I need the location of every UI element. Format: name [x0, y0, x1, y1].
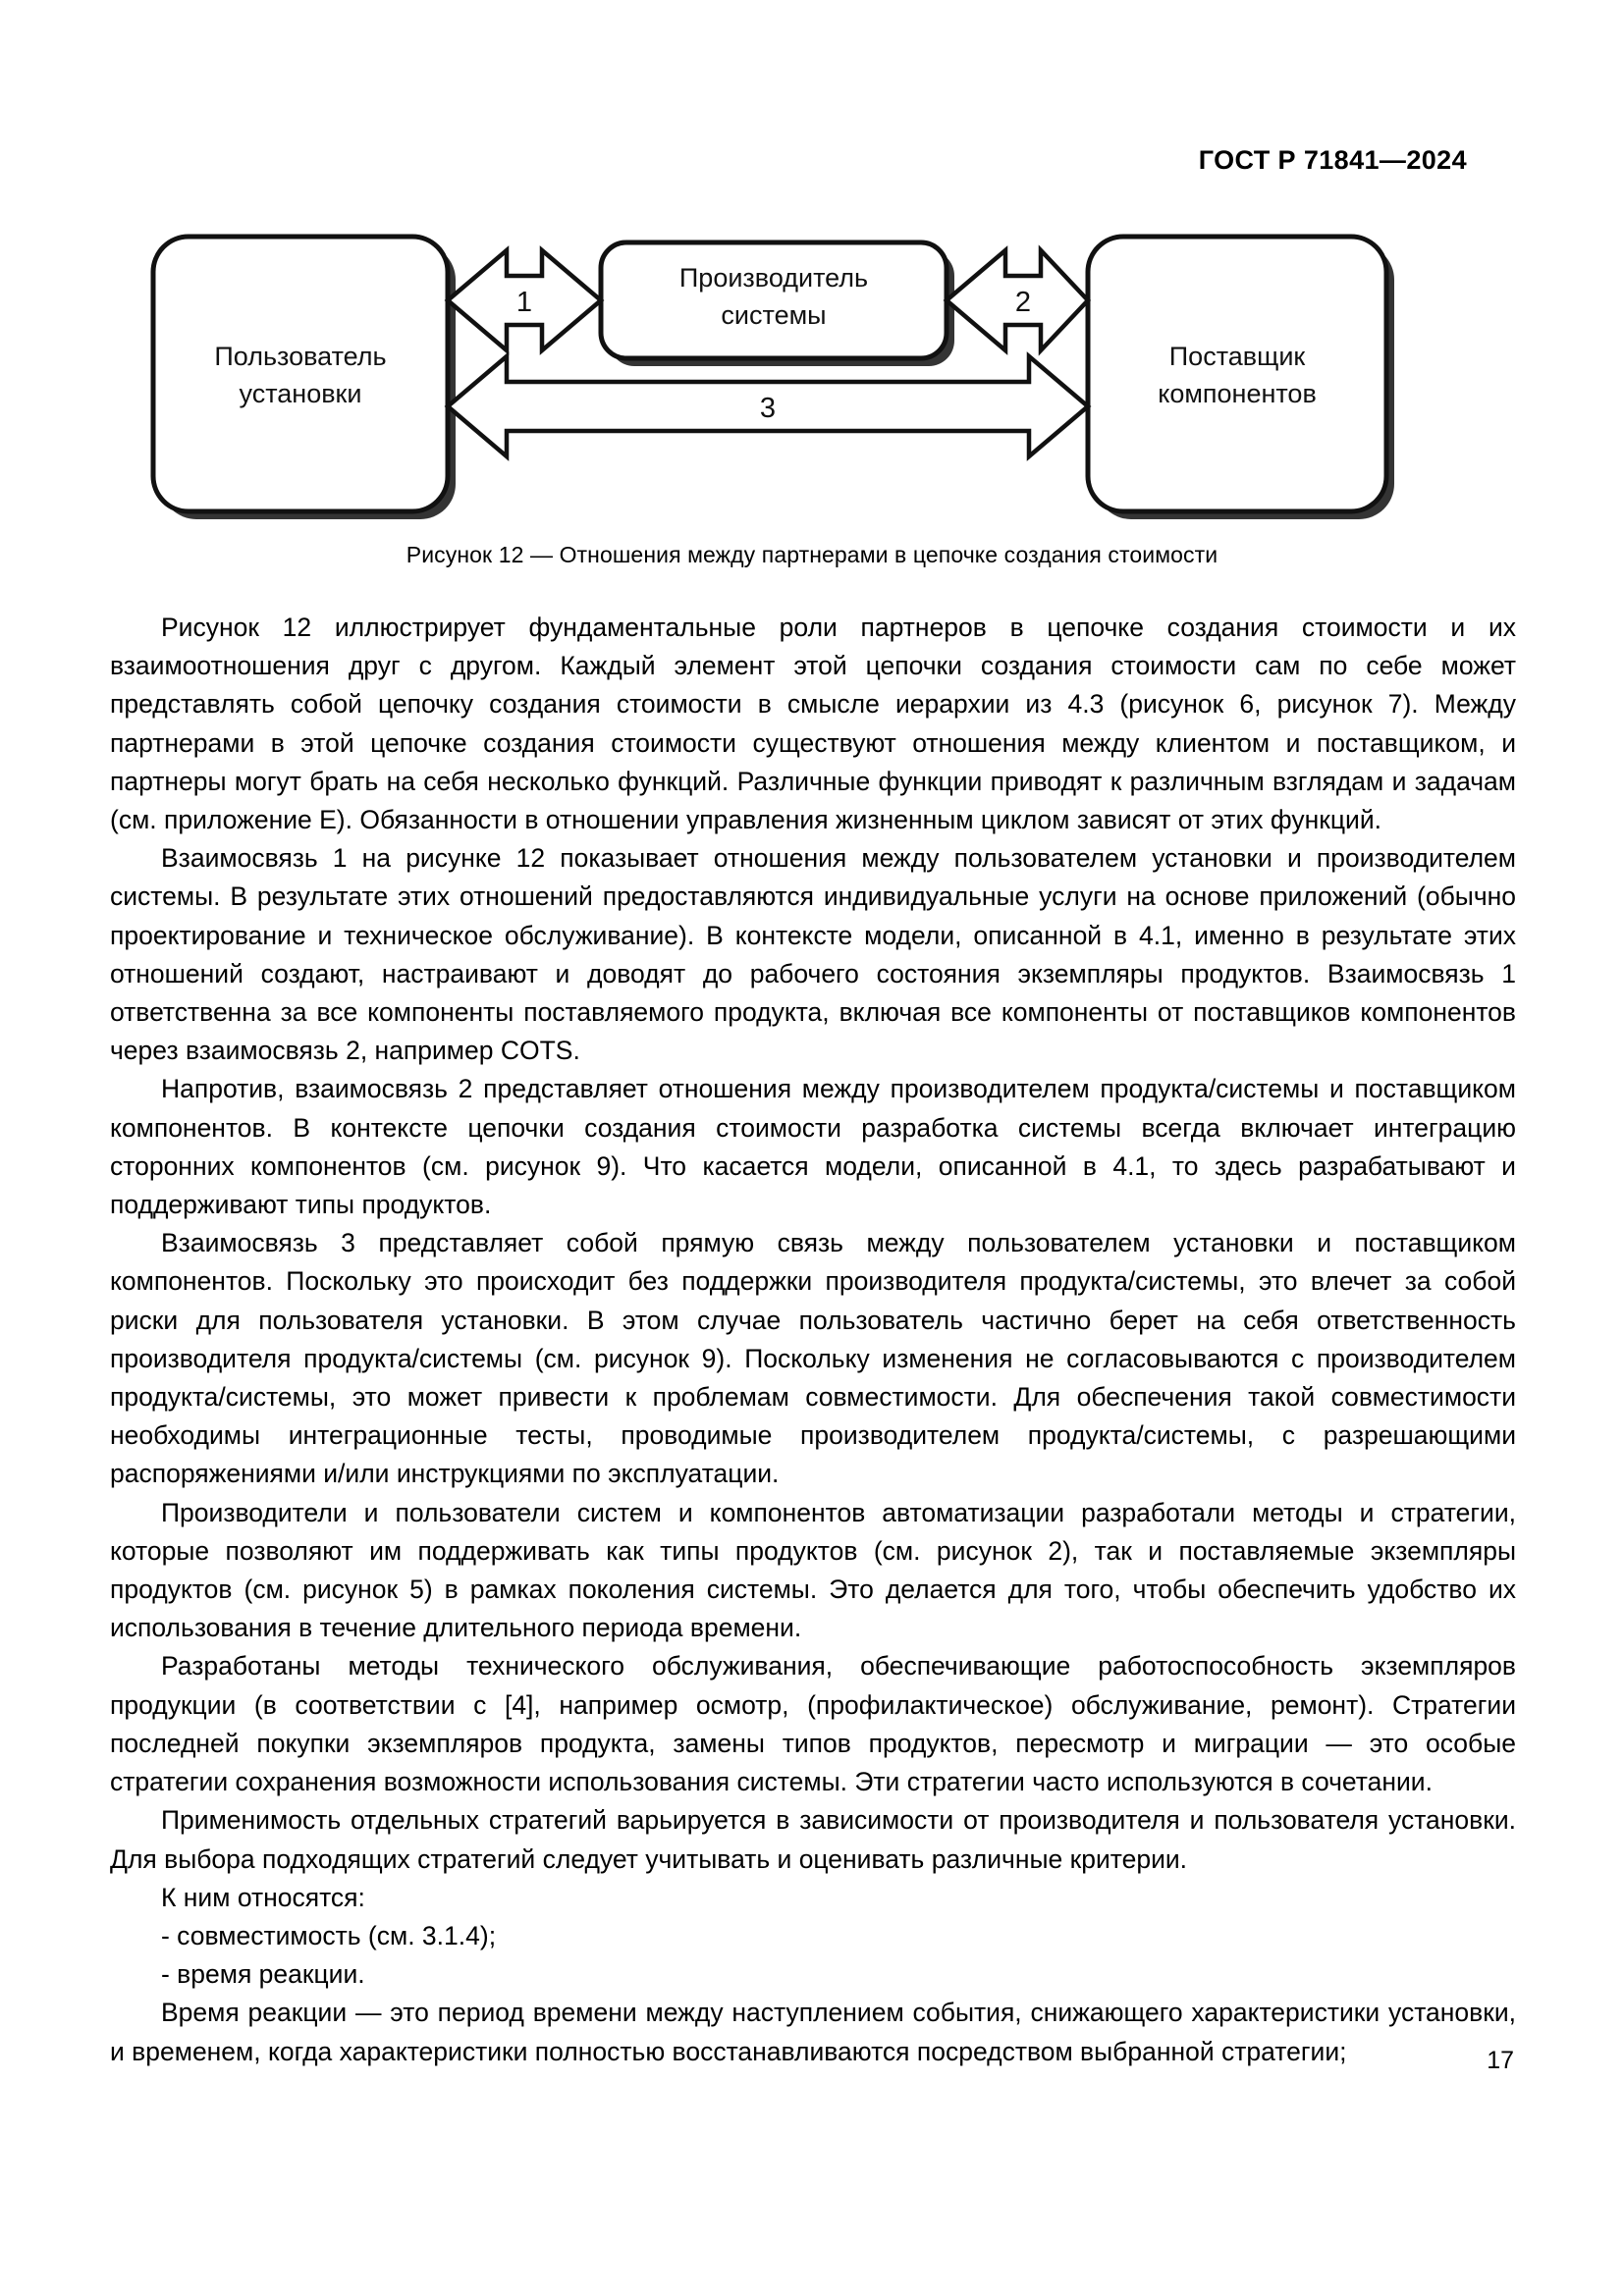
- box-system-manufacturer-line2: системы: [721, 300, 827, 330]
- arrow-relationship-1-label: 1: [515, 287, 533, 318]
- paragraph: Применимость отдельных стратегий варьируется в зависимости от производителя и пользователя установки. Для выбора подходящих стратегий следует учитывать и оценивать различные критерии.: [110, 1805, 1516, 1874]
- paragraph: Взаимосвязь 3 представляет собой прямую связь между пользователем установки и поставщиком компонентов. Поскольку это происходит без поддержки производителя продукта/системы, это влечет за собой риски для пользователя установки. В этом случае пользователь частично берет на себя ответственность производителя продукта/системы (см. рисунок 9). Поскольку изменения не согласовываются с производителем продукта/системы, это может привести к проблемам совместимости. Для обеспечения такой совместимости необходимы интеграционные тесты, проводимые производителем продукта/системы, с разрешающими распоряжениями и/или инструкциями по эксплуатации.: [110, 1228, 1516, 1489]
- box-installation-user: [153, 237, 448, 511]
- figure-12-caption: Рисунок 12 — Отношения между партнерами в цепочке создания стоимости: [406, 542, 1218, 567]
- body-text-column: [110, 609, 1516, 2071]
- box-installation-user-line2: установки: [239, 379, 362, 408]
- figure-12-diagram: [147, 231, 1404, 520]
- page-number: 17: [1487, 2047, 1514, 2074]
- running-header-standard-id: ГОСТ Р 71841—2024: [1198, 145, 1467, 175]
- paragraph: Разработаны методы технического обслуживания, обеспечивающие работоспособность экземпляров продукции (в соответствии с [4], например осмотр, (профилактическое) обслуживание, ремонт). Стратегии последней покупки экземпляров продукта, замены типов продуктов, пересмотр и миграции — это особые стратегии сохранения возможности использования системы. Эти стратегии часто используются в сочетании.: [110, 1651, 1516, 1797]
- arrow-relationship-3-label: 3: [759, 393, 777, 424]
- box-system-manufacturer-line1: Производитель: [678, 263, 869, 293]
- box-installation-user-line1: Пользователь: [214, 342, 387, 371]
- paragraph: Рисунок 12 иллюстрирует фундаментальные роли партнеров в цепочке создания стоимости и их взаимоотношения друг с другом. Каждый элемент этой цепочки создания стоимости сам по себе может представлять собой цепочку создания стоимости в смысле иерархии из 4.3 (рисунок 6, рисунок 7). Между партнерами в этой цепочке создания стоимости существуют отношения между клиентом и поставщиком, и партнеры могут брать на себя несколько функций. Различные функции приводят к различным взглядам и задачам (см. приложение Е). Обязанности в отношении управления жизненным циклом зависят от этих функций.: [110, 613, 1516, 835]
- arrow-relationship-2-label: 2: [1014, 287, 1032, 318]
- list-item: - совместимость (см. 3.1.4);: [161, 1920, 497, 1950]
- box-component-supplier-line1: Поставщик: [1168, 342, 1306, 371]
- list-item: - время реакции.: [161, 1959, 365, 1990]
- paragraph: Производители и пользователи систем и компонентов автоматизации разработали методы и стратегии, которые позволяют им поддерживать как типы продуктов (см. рисунок 2), так и поставляемые экземпляры продуктов (см. рисунок 5) в рамках поколения системы. Это делается для того, чтобы обеспечить удобство их использования в течение длительного периода времени.: [110, 1497, 1516, 1643]
- paragraph: Взаимосвязь 1 на рисунке 12 показывает отношения между пользователем установки и производителем системы. В результате этих отношений предоставляются индивидуальные услуги на основе приложений (обычно проектирование и техническое обслуживание). В контексте модели, описанной в 4.1, именно в результате этих отношений создают, настраивают и доводят до рабочего состояния экземпляры продуктов. Взаимосвязь 1 ответственна за все компоненты поставляемого продукта, включая все компоненты от поставщиков компонентов через взаимосвязь 2, например COTS.: [110, 843, 1516, 1066]
- list-intro: К ним относятся:: [161, 1882, 365, 1912]
- paragraph: Время реакции — это период времени между наступлением события, снижающего характеристики установки, и временем, когда характеристики полностью восстанавливаются посредством выбранной стратегии;: [110, 1998, 1516, 2066]
- paragraph: Напротив, взаимосвязь 2 представляет отношения между производителем продукта/системы и поставщиком компонентов. В контексте цепочки создания стоимости разработка системы всегда включает интеграцию сторонних компонентов (см. рисунок 9). Что касается модели, описанной в 4.1, то здесь разрабатывают и поддерживают типы продуктов.: [110, 1074, 1516, 1220]
- box-component-supplier-line2: компонентов: [1158, 379, 1317, 408]
- box-component-supplier: [1088, 237, 1386, 511]
